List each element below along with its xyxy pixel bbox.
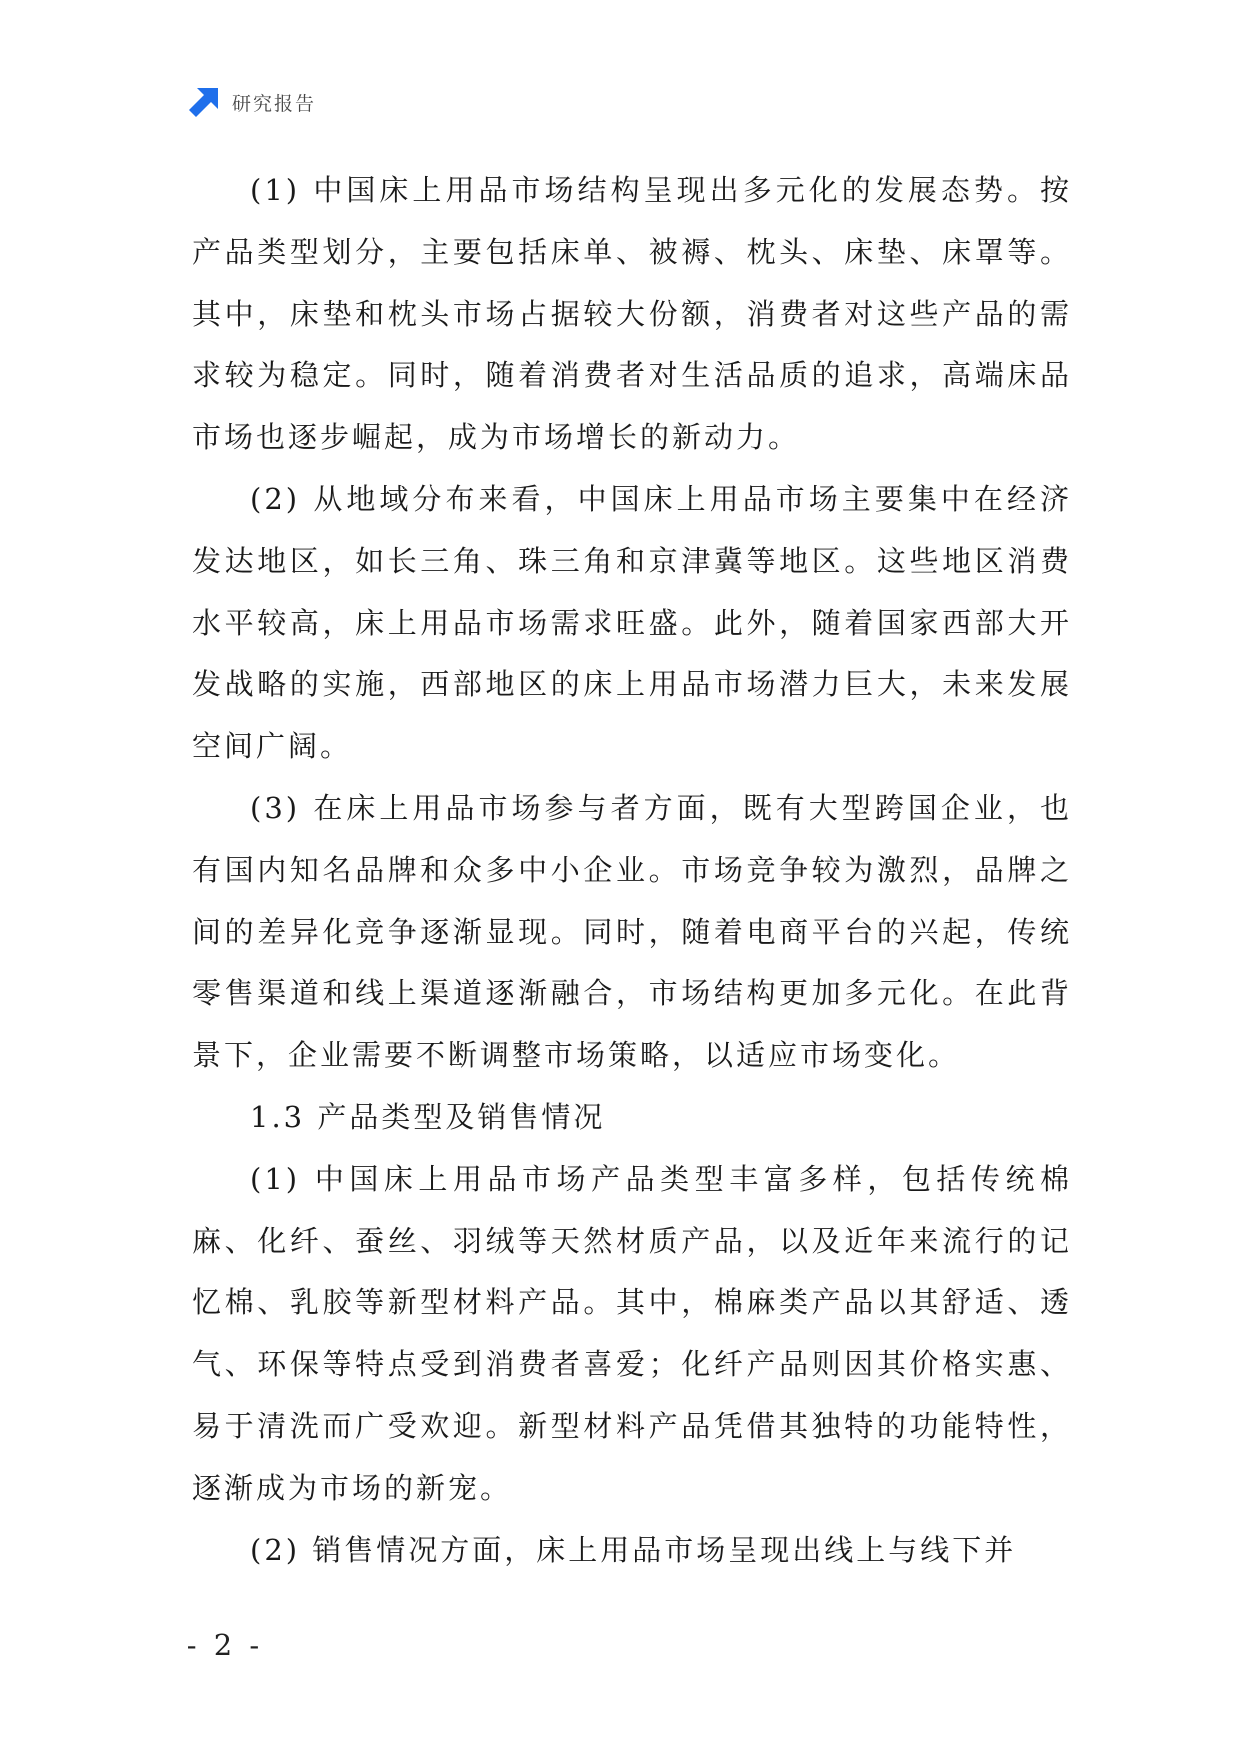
paragraph-market-structure: (1) 中国床上用品市场结构呈现出多元化的发展态势。按产品类型划分，主要包括床单、被褥、枕头、床垫、床罩等。其中，床垫和枕头市场占据较大份额，消费者对这些产品的需求较为稳定。同时，随着消费者对生活品质的追求，高端床品市场也逐步崛起，成为市场增长的新动力。 bbox=[192, 173, 1072, 455]
page-number: - 2 - bbox=[186, 1628, 264, 1662]
report-header bbox=[188, 86, 316, 118]
paragraph-regional-distribution: (2) 从地域分布来看，中国床上用品市场主要集中在经济发达地区，如长三角、珠三角和京津冀等地区。这些地区消费水平较高，床上用品市场需求旺盛。此外，随着国家西部大开发战略的实施，西部地区的床上用品市场潜力巨大，未来发展空间广阔。 bbox=[192, 481, 1072, 764]
document-body bbox=[192, 160, 1072, 1581]
arrow-up-right-icon bbox=[188, 86, 220, 118]
paragraph-market-participants: (3) 在床上用品市场参与者方面，既有大型跨国企业，也有国内知名品牌和众多中小企业。市场竞争较为激烈，品牌之间的差异化竞争逐渐显现。同时，随着电商平台的兴起，传统零售渠道和线上渠道逐渐融合，市场结构更加多元化。在此背景下，企业需要不断调整市场策略，以适应市场变化。 bbox=[192, 790, 1072, 1073]
report-header-title: 研究报告 bbox=[232, 92, 317, 115]
section-heading: 1.3 产品类型及销售情况 bbox=[250, 1099, 606, 1134]
paragraph-sales-situation: (2) 销售情况方面，床上用品市场呈现出线上与线下并 bbox=[250, 1532, 1017, 1567]
paragraph-product-types: (1) 中国床上用品市场产品类型丰富多样，包括传统棉麻、化纤、蚕丝、羽绒等天然材质产品，以及近年来流行的记忆棉、乳胶等新型材料产品。其中，棉麻类产品以其舒适、透气、环保等特点受到消费者喜爱；化纤产品则因其价格实惠、易于清洗而广受欢迎。新型材料产品凭借其独特的功能特性，逐渐成为市场的新宠。 bbox=[192, 1161, 1072, 1505]
